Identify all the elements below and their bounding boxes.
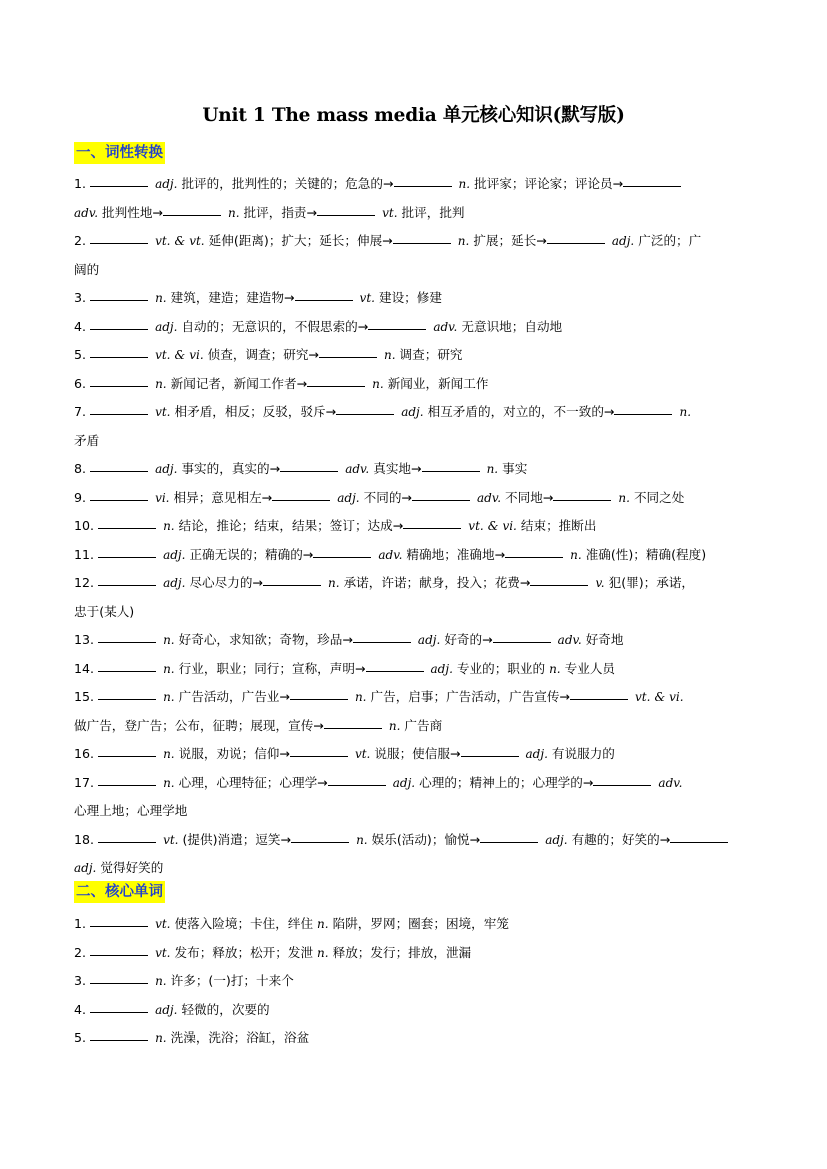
answer-blank[interactable]: [98, 670, 156, 672]
part-of-speech: n.: [317, 917, 329, 931]
answer-blank[interactable]: [98, 698, 156, 700]
part-of-speech: vi.: [155, 490, 170, 505]
exercise-line: [74, 455, 756, 484]
part-of-speech: n.: [618, 490, 630, 505]
answer-blank[interactable]: [98, 784, 156, 786]
answer-blank[interactable]: [530, 584, 588, 586]
answer-blank[interactable]: [324, 727, 382, 729]
line-text: 不同的→: [363, 489, 412, 505]
part-of-speech: vt.: [189, 234, 205, 248]
part-of-speech: adj.: [163, 576, 186, 590]
line-text: 批评的，批判性的；关键的；危急的→: [181, 176, 394, 191]
line-text: 做广告，登广告；公布，征聘；展现，宣传→: [74, 717, 324, 733]
part-of-speech: adv.: [557, 633, 582, 647]
answer-blank[interactable]: [98, 527, 156, 529]
part-of-speech: adj.: [337, 490, 360, 505]
line-text: 矛盾: [74, 432, 100, 448]
answer-blank[interactable]: [295, 299, 353, 301]
line-text: 行业，职业；同行；宣称，声明→: [178, 660, 366, 676]
exercise-line: [74, 854, 756, 883]
part-of-speech: vt.: [468, 519, 484, 533]
part-of-speech: adj.: [74, 861, 97, 875]
part-of-speech: n.: [383, 348, 396, 362]
part-of-speech: n.: [163, 519, 175, 533]
answer-blank[interactable]: [98, 841, 156, 843]
line-text: 5.: [74, 347, 87, 362]
part-of-speech: vt.: [155, 917, 171, 931]
answer-blank[interactable]: [403, 527, 461, 529]
answer-blank[interactable]: [553, 499, 611, 501]
line-text: 侦查，调查；研究→: [207, 347, 319, 362]
line-text: 专业人员: [564, 660, 616, 676]
exercise-line: [74, 655, 756, 684]
part-of-speech: adj.: [163, 547, 186, 562]
line-text: 准确(性)；精确(程度): [585, 546, 707, 562]
part-of-speech: vi.: [502, 519, 517, 533]
line-text: 10.: [74, 518, 95, 533]
line-text: 新闻记者，新闻工作者→: [170, 375, 308, 391]
line-text: 9.: [74, 489, 87, 505]
section-heading-part-of-speech: 一、词性转换: [74, 142, 165, 164]
answer-blank[interactable]: [90, 356, 148, 358]
part-of-speech: n.: [155, 376, 167, 391]
exercise-line: [74, 341, 756, 370]
line-text: (提供)消遣；逗笑→: [182, 831, 292, 847]
line-text: 批评，批判: [401, 204, 465, 220]
part-of-speech: &: [174, 234, 186, 248]
exercise-line: [74, 284, 756, 313]
answer-blank[interactable]: [90, 299, 148, 301]
part-of-speech: vt.: [155, 945, 171, 960]
line-text: 释放；发行；排放，泄漏: [332, 944, 472, 960]
part-of-speech: &: [654, 690, 666, 704]
answer-blank[interactable]: [336, 413, 394, 415]
line-text: 12.: [74, 575, 95, 590]
answer-blank[interactable]: [98, 755, 156, 757]
part-of-speech: vt.: [354, 747, 371, 761]
line-text: 自动的；无意识的，不假思索的→: [181, 318, 369, 334]
line-text: 事实的，真实的→: [181, 461, 281, 476]
answer-blank[interactable]: [90, 982, 148, 984]
part-of-speech: &: [487, 519, 499, 533]
answer-blank[interactable]: [307, 385, 365, 387]
line-text: 心理，心理特征；心理学→: [178, 774, 328, 790]
answer-blank[interactable]: [547, 242, 605, 244]
line-text: 广告活动，广告业→: [178, 689, 290, 704]
line-text: 结论，推论；结束，结果；签订；达成→: [178, 518, 404, 533]
line-text: 5.: [74, 1030, 87, 1046]
answer-blank[interactable]: [90, 185, 148, 187]
line-text: 专业的；职业的: [456, 660, 546, 676]
part-of-speech: adj.: [401, 405, 424, 419]
part-of-speech: adv.: [433, 319, 458, 334]
part-of-speech: n.: [155, 974, 167, 989]
line-text: 说服；使信服→: [374, 746, 461, 761]
line-text: 3.: [74, 290, 87, 305]
line-text: 广告商: [404, 717, 443, 733]
line-text: 无意识地；自动地: [461, 318, 563, 334]
answer-blank[interactable]: [98, 641, 156, 643]
line-text: 4.: [74, 318, 87, 334]
answer-blank[interactable]: [163, 214, 221, 216]
line-text: 3.: [74, 973, 87, 989]
exercise-line: [74, 170, 756, 199]
answer-blank[interactable]: [480, 841, 538, 843]
exercise-line: [74, 199, 756, 228]
part-of-speech: n.: [549, 661, 561, 676]
part-of-speech: n.: [227, 205, 240, 220]
part-of-speech: vt.: [155, 348, 171, 362]
part-of-speech: vi.: [669, 690, 684, 704]
line-text: 不同地→: [505, 489, 554, 505]
answer-blank[interactable]: [272, 499, 330, 501]
part-of-speech: n.: [486, 462, 499, 476]
part-of-speech: n.: [679, 405, 692, 419]
line-text: 2.: [74, 233, 87, 248]
answer-blank[interactable]: [90, 954, 148, 956]
line-text: 好奇心，求知欲；奇物，珍品→: [178, 632, 353, 647]
line-text: 有说服力的: [551, 746, 615, 761]
part-of-speech: vt.: [155, 405, 171, 419]
part-of-speech: n.: [163, 633, 175, 647]
part-of-speech: n.: [570, 547, 582, 562]
answer-blank[interactable]: [90, 470, 148, 472]
part-of-speech: adj.: [430, 661, 453, 676]
line-text: 相互矛盾的，对立的，不一致的→: [427, 404, 615, 419]
answer-blank[interactable]: [280, 470, 338, 472]
answer-blank[interactable]: [290, 698, 348, 700]
part-of-speech: adj.: [525, 747, 548, 761]
answer-blank[interactable]: [90, 385, 148, 387]
line-text: 相矛盾，相反；反驳，驳斥→: [174, 404, 337, 419]
part-of-speech: vi.: [189, 348, 204, 362]
part-of-speech: vt.: [382, 205, 398, 220]
answer-blank[interactable]: [570, 698, 628, 700]
line-text: 正确无误的；精确的→: [189, 546, 314, 562]
part-of-speech: adv.: [74, 205, 99, 220]
line-text: 扩展；延长→: [473, 233, 547, 248]
part-of-speech: n.: [163, 690, 175, 704]
line-text: 有趣的；好笑的→: [571, 831, 671, 847]
answer-blank[interactable]: [670, 841, 728, 843]
line-text: 事实: [502, 461, 528, 476]
part-of-speech: n.: [356, 832, 368, 847]
answer-blank[interactable]: [313, 556, 371, 558]
exercise-line: [74, 484, 756, 513]
page-title: Unit 1 The mass media 单元核心知识(默写版): [202, 105, 625, 126]
part-of-speech: n.: [163, 747, 175, 761]
exercise-line: [74, 740, 756, 769]
answer-blank[interactable]: [593, 784, 651, 786]
line-text: 心理上地；心理学地: [74, 803, 188, 818]
part-of-speech: n.: [163, 661, 175, 676]
part-of-speech: n.: [163, 775, 175, 790]
part-of-speech: vt.: [163, 832, 179, 847]
line-text: 使落入险境；卡住，绊住: [174, 916, 314, 931]
line-text: 1.: [74, 916, 87, 931]
line-text: 18.: [74, 831, 95, 847]
line-text: 阔的: [74, 261, 100, 277]
answer-blank[interactable]: [291, 841, 349, 843]
part-of-speech: n.: [354, 690, 367, 704]
part-of-speech: adj.: [611, 234, 635, 248]
line-text: 结束；推断出: [520, 518, 597, 533]
line-text: 轻微的，次要的: [181, 1001, 270, 1017]
part-of-speech: adj.: [155, 177, 178, 191]
line-text: 建设；修建: [378, 290, 442, 305]
line-text: 批评家；评论家；评论员→: [474, 176, 624, 191]
part-of-speech: adv.: [477, 490, 502, 505]
exercise-line: [74, 683, 756, 712]
exercise-line: [74, 313, 756, 342]
part-of-speech: n.: [155, 291, 167, 305]
part-of-speech: n.: [317, 945, 329, 960]
answer-blank[interactable]: [90, 1039, 148, 1041]
exercise-line: [74, 541, 756, 570]
part-of-speech: vt.: [155, 234, 171, 248]
exercise-line: [74, 996, 756, 1025]
exercise-line: [74, 769, 756, 798]
line-text: 不同之处: [633, 489, 685, 505]
line-text: 7.: [74, 404, 87, 419]
line-text: 相异；意见相左→: [173, 489, 273, 505]
line-text: 忠于(某人): [74, 603, 135, 619]
exercise-line: [74, 797, 756, 826]
line-text: 11.: [74, 546, 95, 562]
answer-blank[interactable]: [98, 556, 156, 558]
line-text: 好奇地: [585, 632, 624, 647]
line-text: 4.: [74, 1001, 87, 1017]
answer-blank[interactable]: [461, 755, 519, 757]
exercise-line: [74, 398, 756, 427]
exercise-line: [74, 227, 756, 256]
answer-blank[interactable]: [90, 499, 148, 501]
line-text: 心理的；精神上的；心理学的→: [419, 774, 594, 790]
answer-blank[interactable]: [493, 641, 551, 643]
part-of-speech: vt.: [359, 291, 375, 305]
part-of-speech: adj.: [155, 319, 178, 334]
part-of-speech: n.: [372, 376, 384, 391]
part-of-speech: n.: [388, 718, 401, 733]
section-core-words-list: [74, 910, 756, 1053]
answer-blank[interactable]: [90, 1011, 148, 1013]
answer-blank[interactable]: [422, 470, 480, 472]
line-text: 16.: [74, 746, 95, 761]
line-text: 说服，劝说；信仰→: [178, 746, 290, 761]
part-of-speech: adv.: [345, 462, 370, 476]
line-text: 犯(罪)；承诺，: [608, 575, 695, 590]
line-text: 批评，指责→: [243, 204, 318, 220]
line-text: 发布；释放；松开；发泄: [174, 944, 314, 960]
line-text: 广泛的；广: [638, 233, 702, 248]
exercise-line: [74, 626, 756, 655]
line-text: 6.: [74, 375, 87, 391]
exercise-line: [74, 256, 756, 285]
line-text: 新闻业，新闻工作: [387, 375, 489, 391]
part-of-speech: n.: [155, 1031, 167, 1046]
exercise-line: [74, 1024, 756, 1053]
line-text: 15.: [74, 689, 95, 704]
exercise-line: [74, 598, 756, 627]
exercise-line: [74, 370, 756, 399]
exercise-line: [74, 712, 756, 741]
line-text: 调查；研究: [399, 347, 463, 362]
line-text: 建筑，建造；建造物→: [170, 290, 295, 305]
part-of-speech: n.: [328, 576, 340, 590]
answer-blank[interactable]: [505, 556, 563, 558]
answer-blank[interactable]: [366, 670, 424, 672]
part-of-speech: adj.: [155, 462, 178, 476]
line-text: 承诺，许诺；献身，投入；花费→: [343, 575, 531, 590]
part-of-speech: adj.: [417, 633, 441, 647]
exercise-line: [74, 427, 756, 456]
answer-blank[interactable]: [319, 356, 377, 358]
part-of-speech: n.: [457, 234, 470, 248]
line-text: 觉得好笑的: [100, 860, 164, 875]
answer-blank[interactable]: [412, 499, 470, 501]
answer-blank[interactable]: [98, 584, 156, 586]
line-text: 1.: [74, 176, 87, 191]
section-heading-core-words: 二、核心单词: [74, 881, 165, 903]
part-of-speech: adj.: [392, 775, 416, 790]
exercise-line: [74, 967, 756, 996]
line-text: 好奇的→: [444, 632, 493, 647]
exercise-line: [74, 826, 756, 855]
part-of-speech: &: [174, 348, 186, 362]
line-text: 洗澡，洗浴；浴缸，浴盆: [170, 1030, 310, 1046]
line-text: 精确地；准确地→: [406, 546, 506, 562]
exercise-line: [74, 939, 756, 968]
answer-blank[interactable]: [90, 925, 148, 927]
answer-blank[interactable]: [353, 641, 411, 643]
part-of-speech: adj.: [155, 1002, 178, 1017]
answer-blank[interactable]: [90, 328, 148, 330]
line-text: 13.: [74, 632, 95, 647]
line-text: 2.: [74, 944, 87, 960]
answer-blank[interactable]: [317, 214, 375, 216]
part-of-speech: adj.: [545, 832, 568, 847]
part-of-speech: adv.: [378, 547, 403, 562]
part-of-speech: v.: [595, 576, 605, 590]
answer-blank[interactable]: [368, 328, 426, 330]
exercise-line: [74, 569, 756, 598]
line-text: 广告，启事；广告活动，广告宣传→: [370, 689, 570, 704]
answer-blank[interactable]: [90, 242, 148, 244]
answer-blank[interactable]: [614, 413, 672, 415]
line-text: 延伸(距离)；扩大；延长；伸展→: [208, 233, 393, 248]
answer-blank[interactable]: [328, 784, 386, 786]
answer-blank[interactable]: [393, 242, 451, 244]
answer-blank[interactable]: [394, 185, 452, 187]
line-text: 许多；(一)打；十来个: [170, 973, 294, 989]
line-text: 17.: [74, 774, 95, 790]
exercise-line: [74, 910, 756, 939]
exercise-line: [74, 512, 756, 541]
line-text: 8.: [74, 461, 87, 476]
part-of-speech: n.: [458, 177, 471, 191]
line-text: 14.: [74, 660, 95, 676]
part-of-speech: vt.: [635, 690, 651, 704]
part-of-speech: adv.: [658, 775, 683, 790]
answer-blank[interactable]: [90, 413, 148, 415]
line-text: 尽心尽力的→: [189, 575, 263, 590]
section-part-of-speech-list: [74, 170, 756, 883]
answer-blank[interactable]: [623, 185, 681, 187]
line-text: 陷阱，罗网；圈套；困境，牢笼: [332, 916, 509, 931]
line-text: 娱乐(活动)；愉悦→: [371, 831, 481, 847]
line-text: 批判性地→: [102, 204, 163, 220]
answer-blank[interactable]: [290, 755, 348, 757]
answer-blank[interactable]: [263, 584, 321, 586]
line-text: 真实地→: [373, 461, 422, 476]
